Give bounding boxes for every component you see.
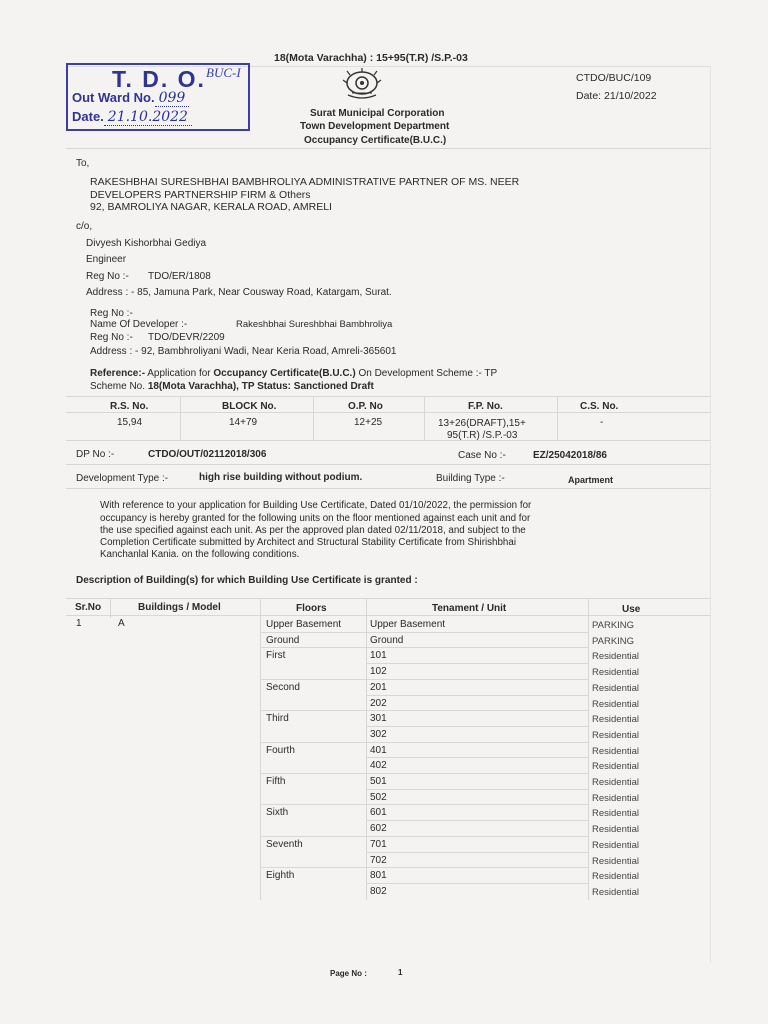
page-label: Page No : xyxy=(330,969,367,978)
doc-title: Occupancy Certificate(B.U.C.) xyxy=(304,135,447,146)
units-unit-cell: 102 xyxy=(370,666,387,677)
units-row-divider xyxy=(260,804,588,805)
units-row-divider xyxy=(366,820,588,821)
units-unit-cell: 701 xyxy=(370,839,387,850)
units-row-divider xyxy=(366,852,588,853)
dp-label: DP No :- xyxy=(76,449,115,460)
units-floor-cell: Sixth xyxy=(266,807,289,818)
units-use-cell: Residential xyxy=(592,856,639,867)
dev-type-value: high rise building without podium. xyxy=(199,472,363,483)
units-use-cell: PARKING xyxy=(592,620,635,631)
units-header-sr: Sr.No xyxy=(75,602,102,613)
co-label: c/o, xyxy=(76,221,93,232)
units-header-model: Buildings / Model xyxy=(138,602,221,613)
units-col-divider xyxy=(366,598,367,900)
reference-line-1 xyxy=(90,368,497,380)
land-table-bottom-border xyxy=(66,440,710,441)
engineer-reg-no: TDO/ER/1808 xyxy=(148,271,211,282)
units-col-divider xyxy=(588,598,589,900)
body-line-3: the use specified against each unit. As per the approved plan dated 02/11/2018, and subject to the xyxy=(100,525,526,536)
stamp-outward-no: 099 xyxy=(155,90,190,107)
units-use-cell: Residential xyxy=(592,746,639,757)
reference-line2-bold: 18(Mota Varachha), TP Status: Sanctioned Draft xyxy=(147,381,374,392)
units-row-divider xyxy=(366,757,588,758)
land-col-divider xyxy=(557,396,558,440)
body-line-4: Completion Certificate submitted by Architect and Structural Stability Certificate from Shirishbhai xyxy=(100,537,516,548)
units-use-cell: Residential xyxy=(592,651,639,662)
units-unit-cell: 401 xyxy=(370,745,387,756)
building-type-label: Building Type :- xyxy=(436,473,505,484)
land-rs-value: 15,94 xyxy=(117,417,143,428)
engineer-name: Divyesh Kishorbhai Gediya xyxy=(86,238,207,249)
reference-line-2 xyxy=(90,381,374,393)
reference-line2-pre: Scheme No. xyxy=(90,381,148,392)
units-floor-cell: Second xyxy=(266,682,300,693)
case-divider xyxy=(66,464,710,465)
header-divider xyxy=(66,148,710,149)
units-unit-cell: 402 xyxy=(370,760,387,771)
units-row-divider xyxy=(260,742,588,743)
org-name: Surat Municipal Corporation xyxy=(310,108,445,119)
units-unit-cell: 502 xyxy=(370,792,387,803)
reference-bold-1: Occupancy Certificate(B.U.C.) xyxy=(213,368,356,379)
units-use-cell: Residential xyxy=(592,840,639,851)
land-block-value: 14+79 xyxy=(229,417,258,428)
land-col-divider xyxy=(313,396,314,440)
land-header-rs: R.S. No. xyxy=(110,401,149,412)
developer-name-label: Name Of Developer :- xyxy=(90,319,188,330)
units-row-divider xyxy=(260,836,588,837)
stamp-outward-label: Out Ward No. xyxy=(72,90,155,105)
units-header-use: Use xyxy=(622,604,641,615)
units-unit-cell: 702 xyxy=(370,855,387,866)
stamp-date-value: 21.10.2022 xyxy=(104,109,192,126)
addressee-line-2: DEVELOPERS PARTNERSHIP FIRM & Others xyxy=(90,189,311,201)
units-use-cell: Residential xyxy=(592,887,639,898)
units-unit-cell: 602 xyxy=(370,823,387,834)
developer-reg-no: TDO/DEVR/2209 xyxy=(148,332,225,343)
page-number: 1 xyxy=(398,968,403,977)
units-use-cell: Residential xyxy=(592,730,639,741)
units-row-divider xyxy=(366,726,588,727)
body-line-1: With reference to your application for Building Use Certificate, Dated 01/10/2022, the permission for xyxy=(100,500,532,511)
units-unit-cell: 301 xyxy=(370,713,387,724)
units-col-divider xyxy=(260,598,261,900)
units-floor-cell: Eighth xyxy=(266,870,295,881)
units-unit-cell: 501 xyxy=(370,776,387,787)
units-sr-value: 1 xyxy=(76,618,82,629)
units-floor-cell: First xyxy=(266,650,286,661)
units-use-cell: Residential xyxy=(592,824,639,835)
units-row-divider xyxy=(260,773,588,774)
addressee-line-3: 92, BAMROLIYA NAGAR, KERALA ROAD, AMRELI xyxy=(90,201,332,213)
smc-emblem-icon xyxy=(342,68,382,102)
developer-name: Rakeshbhai Sureshbhai Bambhroliya xyxy=(236,319,393,330)
stamp-date-label: Date. xyxy=(72,109,104,124)
dp-number: CTDO/OUT/02112018/306 xyxy=(148,449,267,460)
outward-stamp xyxy=(66,63,250,131)
units-use-cell: Residential xyxy=(592,871,639,882)
building-type-value: Apartment xyxy=(568,475,614,485)
units-use-cell: PARKING xyxy=(592,636,635,647)
units-floor-cell: Upper Basement xyxy=(266,619,342,630)
units-use-cell: Residential xyxy=(592,667,639,678)
units-floor-cell: Fourth xyxy=(266,745,295,756)
units-use-cell: Residential xyxy=(592,761,639,772)
dev-type-label: Development Type :- xyxy=(76,473,169,484)
land-fp-value-line2: 95(T.R) /S.P.-03 xyxy=(447,430,518,441)
land-header-op: O.P. No xyxy=(348,401,383,412)
case-number: EZ/25042018/86 xyxy=(533,450,607,461)
land-header-cs: C.S. No. xyxy=(580,401,619,412)
units-use-cell: Residential xyxy=(592,777,639,788)
units-row-divider xyxy=(366,663,588,664)
body-line-2: occupancy is hereby granted for the following units on the floor mentioned against each unit and for xyxy=(100,513,531,524)
reference-text-2: On Development Scheme :- TP xyxy=(355,368,498,379)
units-use-cell: Residential xyxy=(592,714,639,725)
reference-number: CTDO/BUC/109 xyxy=(576,72,652,84)
scheme-line: 18(Mota Varachha) : 15+95(T.R) /S.P.-03 xyxy=(274,52,468,64)
units-row-divider xyxy=(260,867,588,868)
reference-text-1: Application for xyxy=(145,368,214,379)
stamp-handwritten-suffix: BUC-I xyxy=(206,65,241,80)
units-floor-cell: Seventh xyxy=(266,839,303,850)
units-header-floors: Floors xyxy=(296,603,327,614)
units-row-divider xyxy=(260,710,588,711)
units-row-divider xyxy=(366,695,588,696)
developer-reg-label: Reg No :- xyxy=(90,332,133,343)
units-header-unit: Tenament / Unit xyxy=(432,603,507,614)
units-col-divider xyxy=(110,598,111,618)
land-col-divider xyxy=(424,396,425,440)
units-floor-cell: Fifth xyxy=(266,776,286,787)
land-op-value: 12+25 xyxy=(354,417,383,428)
addressee-line-1: RAKESHBHAI SURESHBHAI BAMBHROLIYA ADMINISTRATIVE PARTNER OF MS. NEER xyxy=(90,176,520,188)
land-table-top-border xyxy=(66,396,710,397)
land-header-fp: F.P. No. xyxy=(468,401,503,412)
land-fp-value: 13+26(DRAFT),15+ xyxy=(438,418,526,429)
units-row-divider xyxy=(366,789,588,790)
units-row-divider xyxy=(260,647,588,648)
units-unit-cell: 801 xyxy=(370,870,387,881)
case-label: Case No :- xyxy=(458,450,506,461)
stamp-title: T. D. O. xyxy=(112,66,206,92)
issue-date: Date: 21/10/2022 xyxy=(576,90,657,102)
units-row-divider xyxy=(260,679,588,680)
engineer-role: Engineer xyxy=(86,254,127,265)
units-row-divider xyxy=(366,883,588,884)
units-use-cell: Residential xyxy=(592,793,639,804)
units-use-cell: Residential xyxy=(592,808,639,819)
developer-reg-label-blank: Reg No :- xyxy=(90,308,133,319)
dept-name: Town Development Department xyxy=(300,121,450,132)
units-floor-cell: Ground xyxy=(266,635,300,646)
reference-label: Reference:- xyxy=(90,368,146,379)
land-col-divider xyxy=(180,396,181,440)
engineer-reg-label: Reg No :- xyxy=(86,271,129,282)
developer-address: Address : - 92, Bambhroliyani Wadi, Near Keria Road, Amreli-365601 xyxy=(90,346,397,357)
units-model-value: A xyxy=(118,618,125,629)
units-unit-cell: 101 xyxy=(370,650,387,661)
units-header-border xyxy=(66,615,710,616)
engineer-address: Address : - 85, Jamuna Park, Near Cousway Road, Katargam, Surat. xyxy=(86,287,392,298)
units-use-cell: Residential xyxy=(592,683,639,694)
units-unit-cell: 302 xyxy=(370,729,387,740)
devtype-divider xyxy=(66,488,710,489)
body-line-5: Kanchanlal Kania. on the following conditions. xyxy=(100,549,300,560)
description-title: Description of Building(s) for which Building Use Certificate is granted : xyxy=(76,575,418,586)
units-unit-cell: Ground xyxy=(370,635,404,646)
units-unit-cell: 802 xyxy=(370,886,387,897)
units-unit-cell: 601 xyxy=(370,807,387,818)
units-top-border xyxy=(66,598,710,599)
to-label: To, xyxy=(76,158,90,169)
units-unit-cell: Upper Basement xyxy=(370,619,446,630)
units-use-cell: Residential xyxy=(592,699,639,710)
land-header-block: BLOCK No. xyxy=(222,401,277,412)
land-cs-value: - xyxy=(600,417,604,428)
units-row-divider xyxy=(260,632,588,633)
units-unit-cell: 201 xyxy=(370,682,387,693)
units-floor-cell: Third xyxy=(266,713,289,724)
units-unit-cell: 202 xyxy=(370,698,387,709)
